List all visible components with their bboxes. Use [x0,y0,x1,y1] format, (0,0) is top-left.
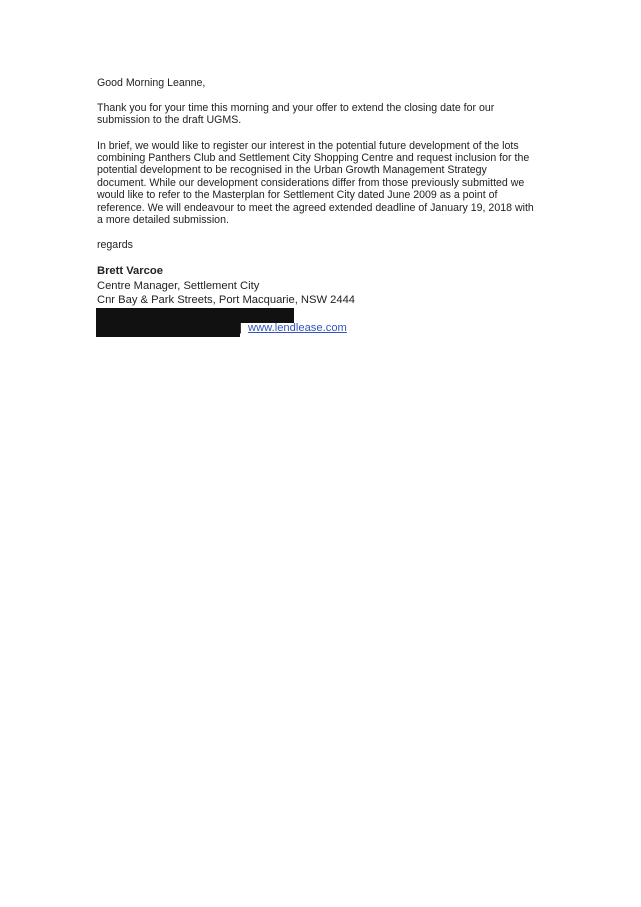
signature-address: Cnr Bay & Park Streets, Port Macquarie, NSW 2444 [97,294,356,306]
paragraph-1-line-1: Thank you for your time this morning and your offer to extend the closing date for our [97,102,495,114]
paragraph-2-line-2: combining Panthers Club and Settlement City Shopping Centre and request inclusion for the [97,152,530,164]
closing: regards [97,239,133,251]
paragraph-1-line-2: submission to the draft UGMS. [97,114,242,126]
paragraph-2-line-6: reference. We will endeavour to meet the agreed extended deadline of January 19, 2018 with [97,202,534,214]
signature-title: Centre Manager, Settlement City [97,280,260,292]
paragraph-2-line-4: document. While our development considerations differ from those previously submitted we [97,177,525,189]
signature-name: Brett Varcoe [97,265,163,277]
separator: | [239,322,242,334]
paragraph-2-line-7: a more detailed submission. [97,214,229,226]
paragraph-2-line-5: would like to refer to the Masterplan for Settlement City dated June 2009 as a point of [97,189,498,201]
website-link[interactable]: www.lendlease.com [248,322,347,334]
redaction-block [96,322,240,337]
paragraph-2-line-3: potential development to be recognised in the Urban Growth Management Strategy [97,164,487,176]
greeting: Good Morning Leanne, [97,77,206,89]
paragraph-2-line-1: In brief, we would like to register our interest in the potential future development of the lots [97,140,519,152]
